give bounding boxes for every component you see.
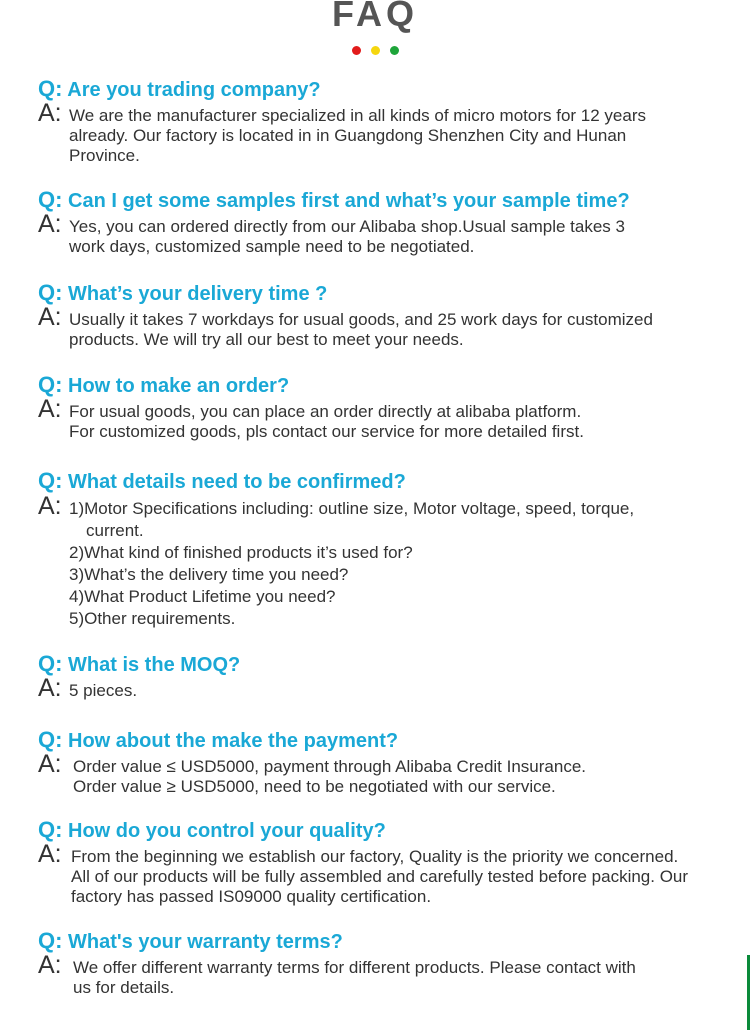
a-prefix: A: xyxy=(38,395,62,423)
a-prefix: A: xyxy=(38,840,62,868)
faq-answer xyxy=(38,750,728,797)
question-text: How about the make the payment? xyxy=(68,730,399,752)
answer-line: 5)Other requirements. xyxy=(69,609,236,628)
faq-item xyxy=(38,651,728,701)
question-text: What's your warranty terms? xyxy=(68,931,343,953)
faq-answer xyxy=(38,492,728,630)
q-prefix: Q: xyxy=(38,280,63,305)
q-prefix: Q: xyxy=(38,372,63,397)
faq-answer xyxy=(38,674,728,702)
faq-question xyxy=(38,928,728,955)
a-prefix: A: xyxy=(38,303,62,331)
faq-answer xyxy=(38,951,728,998)
answer-line: 3)What’s the delivery time you need? xyxy=(69,565,349,584)
faq-question xyxy=(38,187,728,214)
answer-line: factory has passed IS09000 quality certification. xyxy=(71,887,432,906)
faq-answer xyxy=(38,395,728,442)
q-prefix: Q: xyxy=(38,928,63,953)
faq-item xyxy=(38,372,728,442)
faq-question xyxy=(38,727,728,754)
faq-item xyxy=(38,76,728,166)
question-text: What details need to be confirmed? xyxy=(68,471,406,493)
answer-line: 2)What kind of finished products it’s used for? xyxy=(69,543,413,562)
answer-line: us for details. xyxy=(73,978,175,997)
faq-question xyxy=(38,651,728,678)
a-prefix: A: xyxy=(38,492,62,520)
a-prefix: A: xyxy=(38,674,62,702)
answer-line: already. Our factory is located in in Guangdong Shenzhen City and Hunan xyxy=(69,126,627,145)
faq-question xyxy=(38,76,728,103)
faq-question xyxy=(38,817,728,844)
q-prefix: Q: xyxy=(38,651,63,676)
question-text: How to make an order? xyxy=(68,375,290,397)
a-prefix: A: xyxy=(38,951,62,979)
q-prefix: Q: xyxy=(38,727,63,752)
faq-item xyxy=(38,280,728,350)
faq-answer xyxy=(38,210,728,257)
faq-question xyxy=(38,372,728,399)
faq-answer xyxy=(38,840,728,907)
answer-line: work days, customized sample need to be negotiated. xyxy=(69,237,475,256)
answer-line: We are the manufacturer specialized in all kinds of micro motors for 12 years xyxy=(69,106,646,125)
faq-item xyxy=(38,727,728,797)
answer-line: 4)What Product Lifetime you need? xyxy=(69,587,336,606)
question-text: What’s your delivery time ? xyxy=(68,283,328,305)
answer-line: Order value ≥ USD5000, need to be negotiated with our service. xyxy=(73,777,556,796)
q-prefix: Q: xyxy=(38,817,63,842)
answer-line: Order value ≤ USD5000, payment through Alibaba Credit Insurance. xyxy=(73,757,587,776)
question-text: Are you trading company? xyxy=(67,79,321,101)
answer-line: Province. xyxy=(69,146,140,165)
answer-line: 1)Motor Specifications including: outline size, Motor voltage, speed, torque, xyxy=(69,499,635,518)
answer-line: From the beginning we establish our factory, Quality is the priority we concerned. xyxy=(71,847,679,866)
yellow-dot xyxy=(371,46,380,55)
faq-question xyxy=(38,468,728,495)
answer-line: We offer different warranty terms for different products. Please contact with xyxy=(73,958,636,977)
red-dot xyxy=(352,46,361,55)
q-prefix: Q: xyxy=(38,187,63,212)
faq-question xyxy=(38,280,728,307)
a-prefix: A: xyxy=(38,99,62,127)
question-text: How do you control your quality? xyxy=(68,820,386,842)
answer-line: For customized goods, pls contact our service for more detailed first. xyxy=(69,422,584,441)
answer-line: products. We will try all our best to meet your needs. xyxy=(69,330,464,349)
faq-item xyxy=(38,817,728,907)
faq-item xyxy=(38,928,728,998)
answer-line: Yes, you can ordered directly from our Alibaba shop.Usual sample takes 3 xyxy=(69,217,625,236)
green-dot xyxy=(390,46,399,55)
q-prefix: Q: xyxy=(38,76,63,101)
a-prefix: A: xyxy=(38,210,62,238)
faq-answer xyxy=(38,99,728,166)
answer-line: For usual goods, you can place an order directly at alibaba platform. xyxy=(69,402,582,421)
faq-answer xyxy=(38,303,728,350)
faq-item xyxy=(38,468,728,630)
question-text: What is the MOQ? xyxy=(68,654,241,676)
page-title: FAQ xyxy=(331,0,418,34)
answer-line: All of our products will be fully assembled and carefully tested before packing. Our xyxy=(71,867,689,886)
question-text: Can I get some samples first and what’s your sample time? xyxy=(68,190,630,212)
decorative-dots xyxy=(0,46,750,55)
a-prefix: A: xyxy=(38,750,62,778)
faq-item xyxy=(38,187,728,257)
q-prefix: Q: xyxy=(38,468,63,493)
answer-line: 5 pieces. xyxy=(69,681,138,700)
answer-line: Usually it takes 7 workdays for usual goods, and 25 work days for customized xyxy=(69,310,653,329)
answer-line: current. xyxy=(86,521,144,540)
